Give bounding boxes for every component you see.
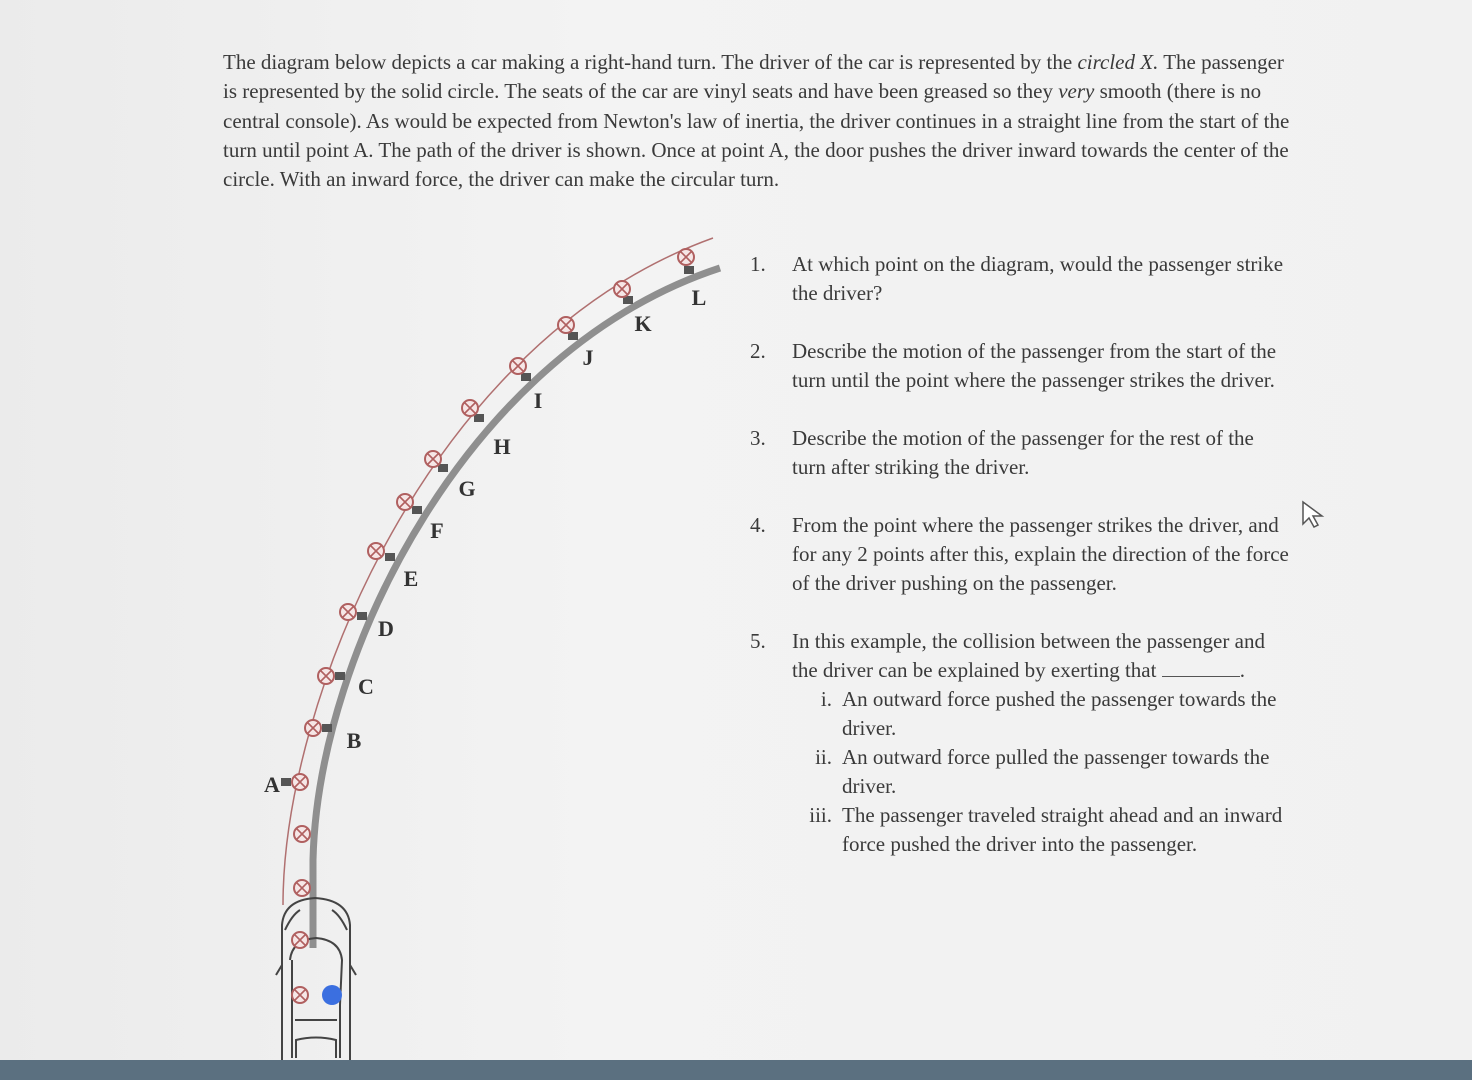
point-label-E: E	[403, 566, 419, 591]
door-marker	[335, 672, 345, 680]
point-label-F: F	[430, 518, 444, 543]
question-number: 3.	[750, 426, 766, 450]
intro-text-3: smooth (there is no central console). As would be expected from Newton's law of inertia, the driver continues in a straight line from the start of the turn until point A. The path of the driver is shown. Once at point A, the door pushes the driver inward towards the center of the circle. With an inward force, the driver can make the circular turn.	[223, 79, 1290, 192]
question-1	[750, 250, 1290, 308]
driver-path	[283, 238, 713, 905]
point-label-G: G	[458, 476, 476, 501]
point-label-J: J	[582, 345, 594, 370]
driver-marker-icon	[558, 317, 574, 333]
door-marker	[281, 778, 291, 786]
option-iii	[792, 801, 1290, 859]
question-4	[750, 511, 1290, 598]
point-label-I: I	[533, 388, 543, 413]
driver-marker-icon	[292, 987, 308, 1003]
point-label-H: H	[493, 434, 511, 459]
question-text: In this example, the collision between the passenger and the driver can be explained by exerting that	[792, 629, 1265, 682]
question-number: 5.	[750, 629, 766, 653]
question-text: At which point on the diagram, would the passenger strike the driver?	[792, 252, 1284, 305]
driver-marker-icon	[510, 358, 526, 374]
door-marker	[412, 506, 422, 514]
passenger-dot	[322, 985, 342, 1005]
door-marker	[474, 414, 484, 422]
driver-marker-icon	[425, 451, 441, 467]
point-label-L: L	[691, 285, 707, 310]
question-3	[750, 424, 1290, 482]
point-label-A: A	[264, 772, 280, 797]
question-2	[750, 337, 1290, 395]
option-ii	[792, 743, 1290, 801]
intro-italic-1: circled X.	[1077, 50, 1159, 74]
option-number: iii.	[809, 803, 832, 827]
option-text: The passenger traveled straight ahead and an inward force pushed the driver into the passenger.	[842, 803, 1283, 856]
driver-marker-icon	[305, 720, 321, 736]
intro-italic-2: very	[1058, 79, 1095, 104]
option-number: i.	[820, 687, 832, 711]
driver-marker-icon	[294, 826, 310, 842]
intro-text-2: The passenger is represented by the solid circle. The seats of the car are vinyl seats and have been greased so they	[223, 50, 1284, 104]
point-label-D: D	[378, 616, 394, 641]
intro-text-1: The diagram below depicts a car making a right-hand turn. The driver of the car is represented by the	[223, 50, 1078, 74]
door-marker	[385, 553, 395, 561]
option-i	[792, 685, 1290, 743]
door-marker	[521, 373, 531, 381]
door-marker	[684, 266, 694, 274]
point-label-B: B	[346, 728, 362, 753]
option-text: An outward force pulled the passenger towards the driver.	[842, 745, 1270, 798]
question-number: 4.	[750, 513, 766, 537]
driver-marker-icon	[340, 604, 356, 620]
point-label-C: C	[358, 674, 374, 699]
question-number: 1.	[750, 252, 766, 276]
answer-blank	[1162, 658, 1240, 677]
driver-marker-icon	[292, 932, 308, 948]
driver-marker-icon	[292, 774, 308, 790]
option-number: ii.	[815, 745, 832, 769]
driver-marker-icon	[462, 400, 478, 416]
door-marker	[357, 612, 367, 620]
question-text: From the point where the passenger strikes the driver, and for any 2 points after this, explain the direction of the force of the driver pushing on the passenger.	[792, 513, 1289, 595]
driver-marker-icon	[397, 494, 413, 510]
option-text: An outward force pushed the passenger towards the driver.	[842, 687, 1277, 740]
question-number: 2.	[750, 339, 766, 363]
driver-marker-icon	[678, 249, 694, 265]
driver-marker-icon	[294, 880, 310, 896]
question-text: Describe the motion of the passenger from the start of the turn until the point where the passenger strikes the driver.	[792, 339, 1277, 392]
driver-marker-icon	[368, 543, 384, 559]
question-text: Describe the motion of the passenger for the rest of the turn after striking the driver.	[792, 426, 1254, 479]
point-label-K: K	[634, 311, 652, 336]
questions-list	[750, 250, 1290, 859]
mouse-cursor-icon	[1300, 500, 1328, 530]
question-5	[750, 627, 1290, 859]
question-end: .	[1239, 658, 1245, 682]
taskbar	[0, 1060, 1472, 1080]
door-marker	[322, 724, 332, 732]
driver-marker-icon	[614, 281, 630, 297]
driver-marker-icon	[318, 668, 334, 684]
